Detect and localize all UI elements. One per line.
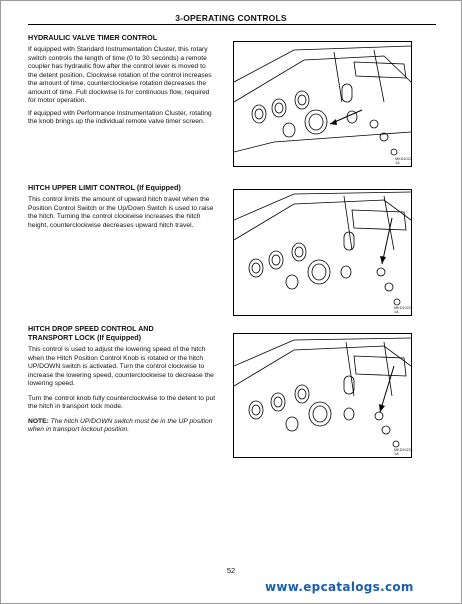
- control-panel-illustration: [234, 190, 411, 315]
- figure-code: MKD1022 1A: [395, 157, 412, 165]
- figure-code: MKD1022 1A: [394, 306, 411, 314]
- paragraph: This control limits the amount of upward hitch travel when the Position Control Switch or the Up/Down Switch is used to raise the hitch. Turning the control clockwise increases the hitch height, counterclockwise decreases upward hitch travel.: [28, 196, 214, 229]
- section-title-line2: TRANSPORT LOCK (If Equipped): [28, 333, 141, 342]
- note-text: The hitch UP/DOWN switch must be in the UP position when in transport lockout position.: [28, 417, 213, 433]
- paragraph: This control is used to adjust the lowering speed of the hitch when the Hitch Position Control Knob is rotated or the hitch UP/DOWN switch is activated. Turn the control clockwise to increase the lowering speed, counterclockwise to decrease the lowering speed.: [28, 346, 214, 387]
- page-header-title: 3-OPERATING CONTROLS: [175, 13, 287, 23]
- paragraph: If equipped with Standard Instrumentation Cluster, this rotary switch controls the length of time (0 to 30 seconds) a remote coupler has hydraulic flow after the control lever is moved to the detent position. Clockwise rotation of the control increases the amount of time, counterclockwise rotation decreases the amount of time. Full clockwise is for continuous flow, required for motor operation.: [28, 46, 212, 104]
- watermark-link[interactable]: www.epcatalogs.com: [265, 580, 414, 594]
- control-panel-illustration: [234, 334, 411, 457]
- note-label: NOTE:: [28, 417, 49, 425]
- control-panel-illustration: [234, 42, 411, 166]
- section-title: HITCH UPPER LIMIT CONTROL (If Equipped): [28, 183, 181, 192]
- page-number: 52: [226, 566, 236, 575]
- section-hitch-drop-speed: [28, 324, 216, 439]
- figure-code: MKD1022 1A: [394, 448, 411, 456]
- section-hitch-upper-limit: [28, 183, 216, 234]
- figure-control-panel-3: [233, 333, 412, 458]
- note: [28, 418, 216, 435]
- figure-control-panel-2: [233, 189, 412, 316]
- section-hydraulic-valve-timer: [28, 33, 216, 131]
- section-title: HYDRAULIC VALVE TIMER CONTROL: [28, 33, 158, 42]
- paragraph: Turn the control knob fully counterclockwise to the detent to put the hitch in transport lock mode.: [28, 394, 216, 410]
- header-rule: [28, 24, 436, 25]
- section-title-line1: HITCH DROP SPEED CONTROL AND: [28, 324, 154, 333]
- paragraph: If equipped with Performance Instrumentation Cluster, rotating the knob brings up the individual remote valve timer screen.: [28, 109, 212, 125]
- figure-control-panel-1: [233, 41, 412, 167]
